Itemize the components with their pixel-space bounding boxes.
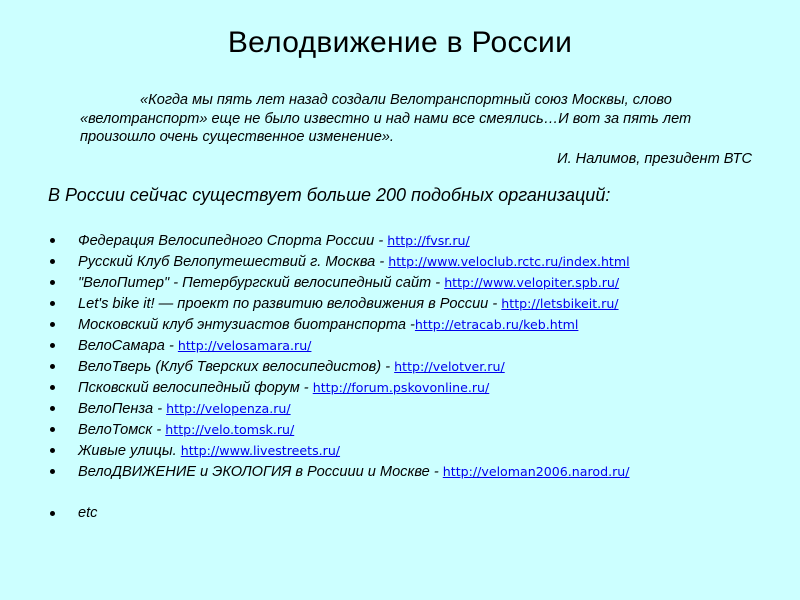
separator: -	[375, 254, 389, 270]
list-item-etc	[48, 503, 630, 524]
org-name: ВелоПенза	[78, 401, 154, 417]
quote-block	[80, 91, 760, 168]
list-item-pskov-forum	[48, 377, 630, 398]
list-item-velopenza	[48, 398, 630, 419]
org-name: ВелоТомск	[78, 422, 153, 438]
slide-title: Велодвижение в России	[227, 26, 573, 59]
separator: -	[164, 338, 178, 354]
link-etracab[interactable]: http://etracab.ru/keb.html	[414, 317, 579, 332]
org-name: ВелоСамара	[78, 338, 165, 354]
list-item-velotver	[48, 356, 630, 377]
quote-author: И. Налимов, президент ВТС	[557, 150, 752, 167]
org-name: "ВелоПитер" - Петербургский велосипедный сайт	[78, 275, 432, 291]
quote-text: «Когда мы пять лет назад создали Велотранспортный союз Москвы, слово «велотранспорт» еще не было известно и над нами все смеялись…И вот за пять лет произошло очень существенное изменение».	[80, 92, 692, 145]
link-velotver[interactable]: http://velotver.ru/	[394, 359, 505, 374]
org-name: ВелоТверь (Клуб Тверских велосипедистов)	[78, 359, 382, 375]
org-name: Let's bike it! — проект по развитию велодвижения в России	[78, 296, 489, 312]
link-velopenza[interactable]: http://velopenza.ru/	[166, 401, 291, 416]
list-item-etracab	[48, 314, 630, 335]
org-name: Федерация Велосипедного Спорта России	[78, 233, 375, 249]
list-item-letsbikeit	[48, 293, 630, 314]
org-name: ВелоДВИЖЕНИЕ и ЭКОЛОГИЯ в Россиии и Москве	[78, 464, 430, 480]
link-velosamara[interactable]: http://velosamara.ru/	[177, 338, 312, 353]
link-letsbikeit[interactable]: http://letsbikeit.ru/	[501, 296, 619, 311]
separator: -	[153, 401, 167, 417]
intro-text: В России сейчас существует больше 200 подобных организаций:	[48, 185, 611, 205]
link-fvsr[interactable]: http://fvsr.ru/	[387, 233, 470, 248]
list-item-veloman	[48, 461, 630, 482]
link-velotomsk[interactable]: http://velo.tomsk.ru/	[165, 422, 295, 437]
link-pskov-forum[interactable]: http://forum.pskovonline.ru/	[312, 380, 490, 395]
separator: -	[374, 233, 388, 249]
list-item-velopiter	[48, 272, 630, 293]
link-veloman[interactable]: http://veloman2006.narod.ru/	[442, 464, 630, 479]
list-item-velosamara	[48, 335, 630, 356]
list-item-veloclub	[48, 251, 630, 272]
list-item-livestreets	[48, 440, 630, 461]
separator: -	[431, 275, 445, 291]
org-name: Псковский велосипедный форум	[78, 380, 300, 396]
separator: -	[381, 359, 395, 375]
list-item-velotomsk	[48, 419, 630, 440]
etc-text: etc	[78, 505, 98, 521]
list-item-fvsr	[48, 230, 630, 251]
organization-list	[48, 230, 630, 524]
link-veloclub[interactable]: http://www.veloclub.rctc.ru/index.html	[388, 254, 630, 269]
separator: -	[429, 464, 443, 480]
org-name: Живые улицы.	[78, 443, 177, 459]
separator: -	[406, 317, 415, 333]
link-livestreets[interactable]: http://www.livestreets.ru/	[180, 443, 341, 458]
org-name: Московский клуб энтузиастов биотранспорта	[78, 317, 406, 333]
org-name: Русский Клуб Велопутешествий г. Москва	[78, 254, 376, 270]
link-velopiter[interactable]: http://www.velopiter.spb.ru/	[444, 275, 620, 290]
separator: -	[488, 296, 502, 312]
separator: -	[152, 422, 166, 438]
separator: -	[299, 380, 313, 396]
